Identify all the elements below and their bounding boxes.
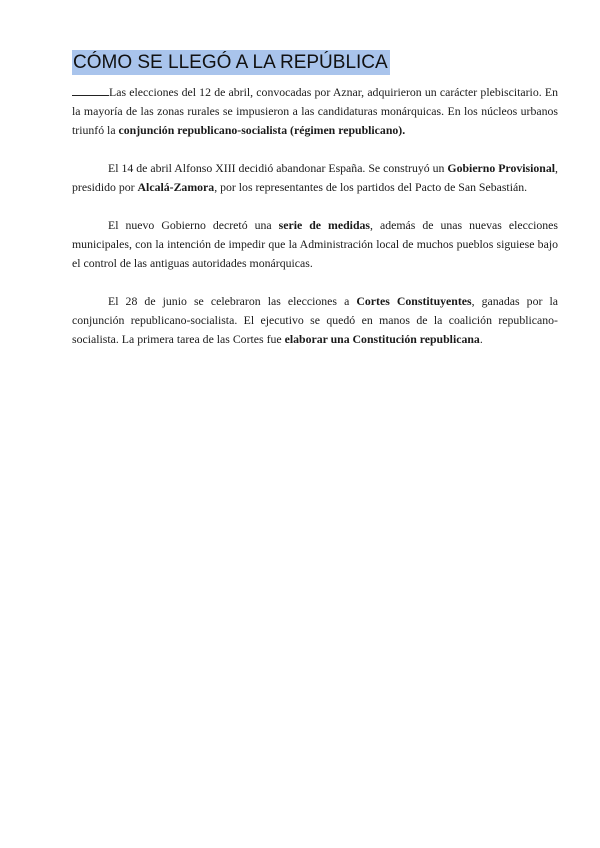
bold-text: serie de medidas [278, 218, 370, 232]
paragraph-text: , presidido por [72, 161, 558, 194]
paragraph-text: , además de unas nuevas elecciones municipales, con la intención de impedir que la Administración local de muchos pueblos siguiese bajo el control de las antiguas autoridades monárquicas. [72, 218, 558, 270]
paragraph-text: El 14 de abril Alfonso XIII decidió abandonar España. Se construyó un [108, 161, 448, 175]
paragraph-gobierno-provisional [72, 159, 558, 197]
paragraph-elecciones [72, 83, 558, 140]
paragraph-text: , por los representantes de los partidos del Pacto de San Sebastián. [214, 180, 528, 194]
paragraph-text: El 28 de junio se celebraron las elecciones a [108, 294, 357, 308]
paragraph-text: , ganadas por la conjunción republicano-socialista. El ejecutivo se quedó en manos de la coalición republicano-socialista. La primera tarea de las Cortes fue [72, 294, 558, 346]
paragraph-medidas [72, 216, 558, 273]
fill-in-blank-line [72, 85, 109, 96]
document-title: CÓMO SE LLEGÓ A LA REPÚBLICA [73, 52, 388, 73]
paragraph-cortes [72, 292, 558, 349]
paragraph-text: El nuevo Gobierno decretó una [108, 218, 279, 232]
bold-text: conjunción republicano-socialista (régimen republicano) [118, 123, 403, 137]
document-page [72, 50, 558, 349]
bold-text: Alcalá-Zamora [137, 180, 215, 194]
paragraph-text: Las elecciones del 12 de abril, convocadas por Aznar, adquirieron un carácter plebiscitario. En la mayoría de las zonas rurales se impusieron a las candidaturas monárquicas. En los núcleos urbanos triunfó la [72, 85, 558, 137]
bold-text: Gobierno Provisional [447, 161, 556, 175]
paragraph-text: . [402, 123, 406, 137]
bold-text: elaborar una Constitución republicana [284, 332, 480, 346]
bold-text: Cortes Constituyentes [356, 294, 472, 308]
paragraph-text: . [479, 332, 483, 346]
